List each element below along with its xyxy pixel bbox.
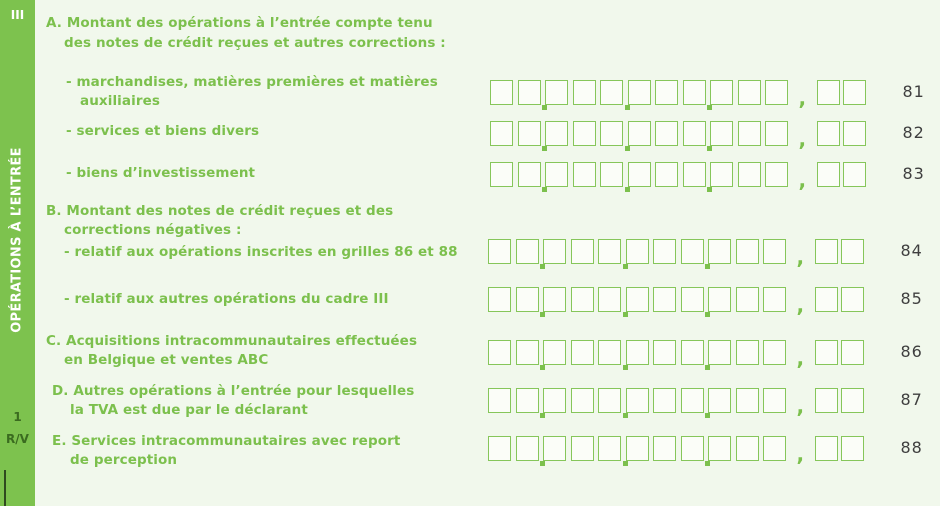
digit-box[interactable] <box>545 162 568 187</box>
heading-b-line1: B. Montant des notes de crédit reçues et des <box>46 203 394 219</box>
digit-box[interactable] <box>681 388 704 413</box>
digit-box[interactable] <box>683 162 706 187</box>
digit-box[interactable] <box>488 388 511 413</box>
digit-box[interactable] <box>543 340 566 365</box>
grid-code: 81 <box>902 82 925 101</box>
thousands-separator-mark <box>705 461 710 466</box>
grid-code: 87 <box>900 390 923 409</box>
side-label: R/V <box>6 432 29 446</box>
digit-box[interactable] <box>573 162 596 187</box>
row-84-label: - relatif aux opérations inscrites en grilles 86 et 88 <box>64 244 458 260</box>
thousands-separator-mark <box>625 146 630 151</box>
grid-code: 82 <box>902 123 925 142</box>
row-88-label-cont: de perception <box>70 452 178 468</box>
digit-box[interactable] <box>598 388 621 413</box>
thousands-separator-mark <box>540 264 545 269</box>
thousands-separator-mark <box>540 312 545 317</box>
decimal-comma: , <box>798 168 807 192</box>
digit-box[interactable] <box>708 436 731 461</box>
digit-box[interactable] <box>765 121 788 146</box>
digit-box[interactable] <box>763 340 786 365</box>
digit-box[interactable] <box>518 80 541 105</box>
digit-box[interactable] <box>628 121 651 146</box>
digit-box[interactable] <box>653 340 676 365</box>
digit-box[interactable] <box>571 340 594 365</box>
digit-box[interactable] <box>738 162 761 187</box>
cents-box[interactable] <box>815 388 838 413</box>
digit-box[interactable] <box>516 436 539 461</box>
digit-box[interactable] <box>736 239 759 264</box>
row-85-label: - relatif aux autres opérations du cadre III <box>64 291 389 307</box>
digit-box[interactable] <box>516 287 539 312</box>
decimal-comma: , <box>798 127 807 151</box>
digit-box[interactable] <box>765 162 788 187</box>
digit-box[interactable] <box>738 121 761 146</box>
digit-box[interactable] <box>626 388 649 413</box>
thousands-separator-mark <box>540 413 545 418</box>
amount-row-83 <box>490 162 930 192</box>
row-82-label: - services et biens divers <box>66 123 260 139</box>
digit-box[interactable] <box>573 121 596 146</box>
digit-box[interactable] <box>626 239 649 264</box>
thousands-separator-mark <box>623 312 628 317</box>
digit-box[interactable] <box>626 436 649 461</box>
thousands-separator-mark <box>623 413 628 418</box>
grid-code: 86 <box>900 342 923 361</box>
digit-box[interactable] <box>765 80 788 105</box>
thousands-separator-mark <box>625 187 630 192</box>
thousands-separator-mark <box>705 365 710 370</box>
digit-box[interactable] <box>628 80 651 105</box>
thousands-separator-mark <box>540 365 545 370</box>
row-81-label: - marchandises, matières premières et matières <box>66 74 438 90</box>
digit-box[interactable] <box>736 340 759 365</box>
cents-box[interactable] <box>841 436 864 461</box>
amount-row-88 <box>488 436 928 466</box>
digit-box[interactable] <box>598 239 621 264</box>
grid-code: 85 <box>900 289 923 308</box>
digit-box[interactable] <box>600 80 623 105</box>
digit-box[interactable] <box>626 340 649 365</box>
digit-box[interactable] <box>571 239 594 264</box>
cents-box[interactable] <box>815 287 838 312</box>
digit-box[interactable] <box>710 121 733 146</box>
digit-box[interactable] <box>516 388 539 413</box>
digit-box[interactable] <box>710 162 733 187</box>
digit-box[interactable] <box>571 388 594 413</box>
thousands-separator-mark <box>542 187 547 192</box>
cents-box[interactable] <box>843 121 866 146</box>
thousands-separator-mark <box>542 146 547 151</box>
cents-box[interactable] <box>815 436 838 461</box>
digit-box[interactable] <box>736 388 759 413</box>
thousands-separator-mark <box>705 312 710 317</box>
thousands-separator-mark <box>623 461 628 466</box>
thousands-separator-mark <box>625 105 630 110</box>
digit-box[interactable] <box>598 287 621 312</box>
digit-box[interactable] <box>598 436 621 461</box>
digit-box[interactable] <box>763 436 786 461</box>
amount-row-82 <box>490 121 930 151</box>
digit-box[interactable] <box>518 162 541 187</box>
thousands-separator-mark <box>707 187 712 192</box>
thousands-separator-mark <box>705 413 710 418</box>
section-sidebar <box>0 0 35 506</box>
digit-box[interactable] <box>655 121 678 146</box>
digit-box[interactable] <box>681 287 704 312</box>
digit-box[interactable] <box>545 80 568 105</box>
amount-row-84 <box>488 239 928 269</box>
digit-box[interactable] <box>490 121 513 146</box>
digit-box[interactable] <box>516 340 539 365</box>
decimal-comma: , <box>796 346 805 370</box>
amount-row-85 <box>488 287 928 317</box>
decimal-comma: , <box>796 394 805 418</box>
digit-box[interactable] <box>708 287 731 312</box>
digit-box[interactable] <box>516 239 539 264</box>
cents-box[interactable] <box>815 239 838 264</box>
grid-code: 83 <box>902 164 925 183</box>
decimal-comma: , <box>796 442 805 466</box>
digit-box[interactable] <box>600 162 623 187</box>
digit-box[interactable] <box>545 121 568 146</box>
thousands-separator-mark <box>623 264 628 269</box>
digit-box[interactable] <box>626 287 649 312</box>
digit-box[interactable] <box>571 436 594 461</box>
amount-row-86 <box>488 340 928 370</box>
digit-box[interactable] <box>653 436 676 461</box>
corner-mark <box>4 470 6 506</box>
decimal-comma: , <box>798 86 807 110</box>
digit-box[interactable] <box>543 239 566 264</box>
row-88-label: E. Services intracommunautaires avec report <box>52 433 401 449</box>
digit-box[interactable] <box>708 340 731 365</box>
section-number: III <box>10 8 25 22</box>
digit-box[interactable] <box>683 121 706 146</box>
digit-box[interactable] <box>681 239 704 264</box>
digit-box[interactable] <box>763 388 786 413</box>
digit-box[interactable] <box>655 80 678 105</box>
cents-box[interactable] <box>815 340 838 365</box>
digit-box[interactable] <box>708 388 731 413</box>
digit-box[interactable] <box>710 80 733 105</box>
digit-box[interactable] <box>653 388 676 413</box>
heading-a-line1: A. Montant des opérations à l’entrée compte tenu <box>46 15 433 31</box>
digit-box[interactable] <box>763 239 786 264</box>
cents-box[interactable] <box>817 162 840 187</box>
thousands-separator-mark <box>540 461 545 466</box>
digit-box[interactable] <box>488 436 511 461</box>
row-86-label-cont: en Belgique et ventes ABC <box>64 352 269 368</box>
digit-box[interactable] <box>571 287 594 312</box>
digit-box[interactable] <box>488 340 511 365</box>
digit-box[interactable] <box>490 162 513 187</box>
grid-code: 88 <box>900 438 923 457</box>
thousands-separator-mark <box>707 146 712 151</box>
digit-box[interactable] <box>488 287 511 312</box>
heading-b-line2: corrections négatives : <box>64 222 242 238</box>
cents-box[interactable] <box>841 287 864 312</box>
decimal-comma: , <box>796 245 805 269</box>
thousands-separator-mark <box>707 105 712 110</box>
section-title: OPÉRATIONS À L’ENTRÉE <box>9 147 25 333</box>
digit-box[interactable] <box>543 436 566 461</box>
digit-box[interactable] <box>736 436 759 461</box>
digit-box[interactable] <box>683 80 706 105</box>
digit-box[interactable] <box>681 340 704 365</box>
digit-box[interactable] <box>518 121 541 146</box>
cents-box[interactable] <box>817 80 840 105</box>
cents-box[interactable] <box>841 388 864 413</box>
amount-row-81 <box>490 80 930 110</box>
digit-box[interactable] <box>738 80 761 105</box>
page-number: 1 <box>13 410 22 424</box>
row-81-label-cont: auxiliaires <box>80 93 160 109</box>
cents-box[interactable] <box>843 162 866 187</box>
digit-box[interactable] <box>490 80 513 105</box>
cents-box[interactable] <box>843 80 866 105</box>
digit-box[interactable] <box>628 162 651 187</box>
row-87-label: D. Autres opérations à l’entrée pour lesquelles <box>52 383 415 399</box>
digit-box[interactable] <box>600 121 623 146</box>
row-83-label: - biens d’investissement <box>66 165 256 181</box>
digit-box[interactable] <box>543 287 566 312</box>
digit-box[interactable] <box>708 239 731 264</box>
digit-box[interactable] <box>488 239 511 264</box>
cents-box[interactable] <box>841 340 864 365</box>
amount-row-87 <box>488 388 928 418</box>
thousands-separator-mark <box>623 365 628 370</box>
cents-box[interactable] <box>841 239 864 264</box>
digit-box[interactable] <box>598 340 621 365</box>
digit-box[interactable] <box>653 287 676 312</box>
row-86-label: C. Acquisitions intracommunautaires effectuées <box>46 333 418 349</box>
digit-box[interactable] <box>653 239 676 264</box>
cents-box[interactable] <box>817 121 840 146</box>
thousands-separator-mark <box>542 105 547 110</box>
digit-box[interactable] <box>655 162 678 187</box>
digit-box[interactable] <box>681 436 704 461</box>
digit-box[interactable] <box>736 287 759 312</box>
thousands-separator-mark <box>705 264 710 269</box>
grid-code: 84 <box>900 241 923 260</box>
heading-a-line2: des notes de crédit reçues et autres corrections : <box>64 35 446 51</box>
digit-box[interactable] <box>573 80 596 105</box>
digit-box[interactable] <box>763 287 786 312</box>
digit-box[interactable] <box>543 388 566 413</box>
row-87-label-cont: la TVA est due par le déclarant <box>70 402 308 418</box>
decimal-comma: , <box>796 293 805 317</box>
